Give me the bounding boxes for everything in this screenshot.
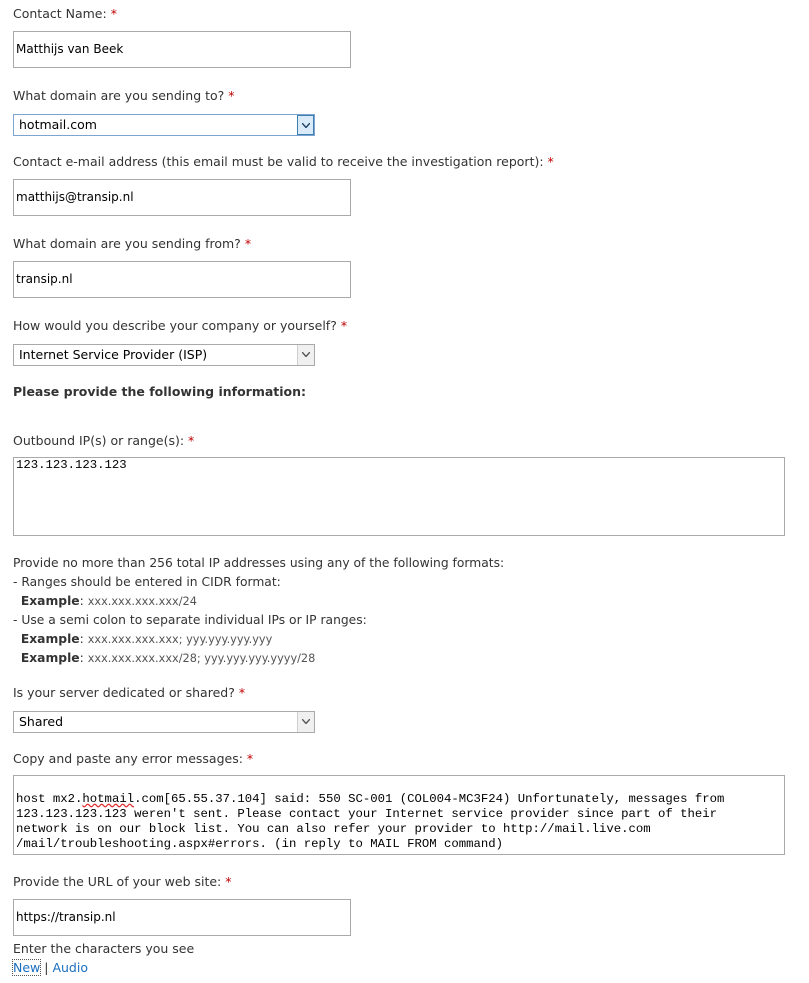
contact-email-input[interactable]: matthijs@transip.nl bbox=[13, 179, 351, 216]
outbound-ips-label: Outbound IP(s) or range(s): * bbox=[13, 433, 195, 448]
company-type-select[interactable] bbox=[13, 344, 315, 366]
ip-help-example-2: Example: xxx.xxx.xxx.xxx; yyy.yyy.yyy.yyy bbox=[20, 632, 273, 646]
error-messages-textarea[interactable] bbox=[13, 775, 785, 855]
ip-help-ranges: - Ranges should be entered in CIDR format: bbox=[13, 575, 281, 589]
ip-help-example-1: Example: xxx.xxx.xxx.xxx/24 bbox=[20, 594, 197, 608]
domain-from-input[interactable]: transip.nl bbox=[13, 261, 351, 298]
chevron-down-icon[interactable] bbox=[297, 345, 314, 365]
chevron-down-icon[interactable] bbox=[297, 115, 314, 135]
domain-to-label: What domain are you sending to? * bbox=[13, 88, 235, 103]
spellcheck-word: hotmail bbox=[82, 792, 135, 806]
error-messages-label: Copy and paste any error messages: * bbox=[13, 751, 254, 766]
domain-from-label: What domain are you sending from? * bbox=[13, 236, 252, 251]
company-type-value: Internet Service Provider (ISP) bbox=[19, 347, 208, 362]
ip-help-text bbox=[13, 554, 504, 668]
domain-to-select[interactable] bbox=[13, 114, 315, 136]
outbound-ips-textarea[interactable]: 123.123.123.123 bbox=[13, 457, 785, 536]
error-line-3: network is on our block list. You can also refer your provider to http://mail.live.com bbox=[16, 822, 651, 836]
company-type-label: How would you describe your company or yourself? * bbox=[13, 318, 348, 333]
chevron-down-icon[interactable] bbox=[297, 712, 314, 732]
server-type-value: Shared bbox=[19, 714, 64, 729]
error-line-1: host mx2.hotmail.com[65.55.37.104] said: 550 SC-001 (COL004-MC3F24) Unfortunately, messages from bbox=[16, 792, 725, 806]
captcha-new-link[interactable]: New bbox=[13, 960, 41, 975]
ip-help-example-3: Example: xxx.xxx.xxx.xxx/28; yyy.yyy.yyy.yyyy/28 bbox=[20, 651, 316, 665]
contact-name-label: Contact Name: * bbox=[13, 6, 117, 21]
website-input[interactable]: https://transip.nl bbox=[13, 899, 351, 936]
server-type-select[interactable] bbox=[13, 711, 315, 733]
error-line-4: /mail/troubleshooting.aspx#errors. (in reply to MAIL FROM command) bbox=[16, 837, 504, 851]
captcha-label: Enter the characters you see bbox=[13, 941, 195, 956]
ip-help-semicolon: - Use a semi colon to separate individual IPs or IP ranges: bbox=[13, 613, 367, 627]
domain-to-value: hotmail.com bbox=[19, 117, 97, 132]
captcha-links bbox=[13, 960, 88, 975]
ip-help-intro: Provide no more than 256 total IP addresses using any of the following formats: bbox=[13, 556, 505, 570]
captcha-audio-link[interactable]: Audio bbox=[52, 960, 88, 975]
captcha-separator: | bbox=[44, 960, 49, 975]
error-line-2: 123.123.123.123 weren't sent. Please contact your Internet service provider since part of their bbox=[16, 807, 718, 821]
info-heading: Please provide the following information: bbox=[13, 384, 307, 399]
server-type-label: Is your server dedicated or shared? * bbox=[13, 685, 246, 700]
contact-email-label: Contact e-mail address (this email must be valid to receive the investigation report): * bbox=[13, 154, 554, 169]
contact-name-input[interactable]: Matthijs van Beek bbox=[13, 31, 351, 68]
website-label: Provide the URL of your web site: * bbox=[13, 874, 232, 889]
